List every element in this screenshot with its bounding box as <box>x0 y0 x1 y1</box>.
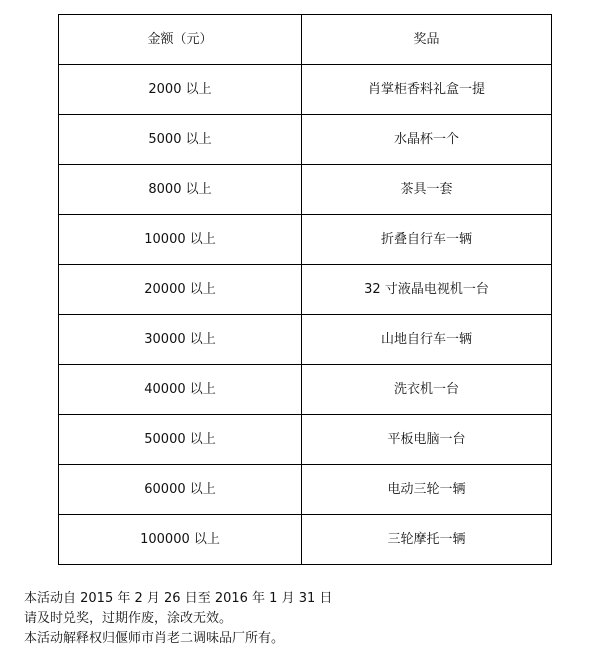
amount-cell: 60000 以上 <box>59 465 302 515</box>
prize-cell: 洗衣机一台 <box>302 365 552 415</box>
amount-cell: 2000 以上 <box>59 65 302 115</box>
table-row <box>59 315 552 365</box>
prize-cell: 水晶杯一个 <box>302 115 552 165</box>
redeem-note: 请及时兑奖，过期作废，涂改无效。 <box>24 611 233 626</box>
table-row <box>59 415 552 465</box>
table-row <box>59 265 552 315</box>
amount-cell: 10000 以上 <box>59 215 302 265</box>
amount-cell: 20000 以上 <box>59 265 302 315</box>
interpretation-rights-note: 本活动解释权归偃师市肖老二调味品厂所有。 <box>24 631 285 646</box>
table-row <box>59 65 552 115</box>
prize-cell: 三轮摩托一辆 <box>302 515 552 565</box>
header-row <box>59 15 552 65</box>
table-row <box>59 515 552 565</box>
table-row <box>59 215 552 265</box>
prize-table-body <box>59 65 552 565</box>
prize-cell: 平板电脑一台 <box>302 415 552 465</box>
amount-cell: 50000 以上 <box>59 415 302 465</box>
terms-notes <box>24 589 594 649</box>
table-row <box>59 115 552 165</box>
amount-column-header: 金额（元） <box>59 15 302 65</box>
prize-table-header <box>59 15 552 65</box>
prize-cell: 32 寸液晶电视机一台 <box>302 265 552 315</box>
prize-cell: 山地自行车一辆 <box>302 315 552 365</box>
amount-cell: 40000 以上 <box>59 365 302 415</box>
amount-cell: 8000 以上 <box>59 165 302 215</box>
table-row <box>59 365 552 415</box>
prize-cell: 折叠自行车一辆 <box>302 215 552 265</box>
prize-cell: 肖掌柜香料礼盒一提 <box>302 65 552 115</box>
promotion-period-note: 本活动自 2015 年 2 月 26 日至 2016 年 1 月 31 日 <box>24 591 333 606</box>
prize-cell: 电动三轮一辆 <box>302 465 552 515</box>
prize-table <box>58 14 552 565</box>
table-row <box>59 165 552 215</box>
amount-cell: 5000 以上 <box>59 115 302 165</box>
amount-cell: 30000 以上 <box>59 315 302 365</box>
table-row <box>59 465 552 515</box>
prize-column-header: 奖品 <box>302 15 552 65</box>
amount-cell: 100000 以上 <box>59 515 302 565</box>
prize-cell: 茶具一套 <box>302 165 552 215</box>
